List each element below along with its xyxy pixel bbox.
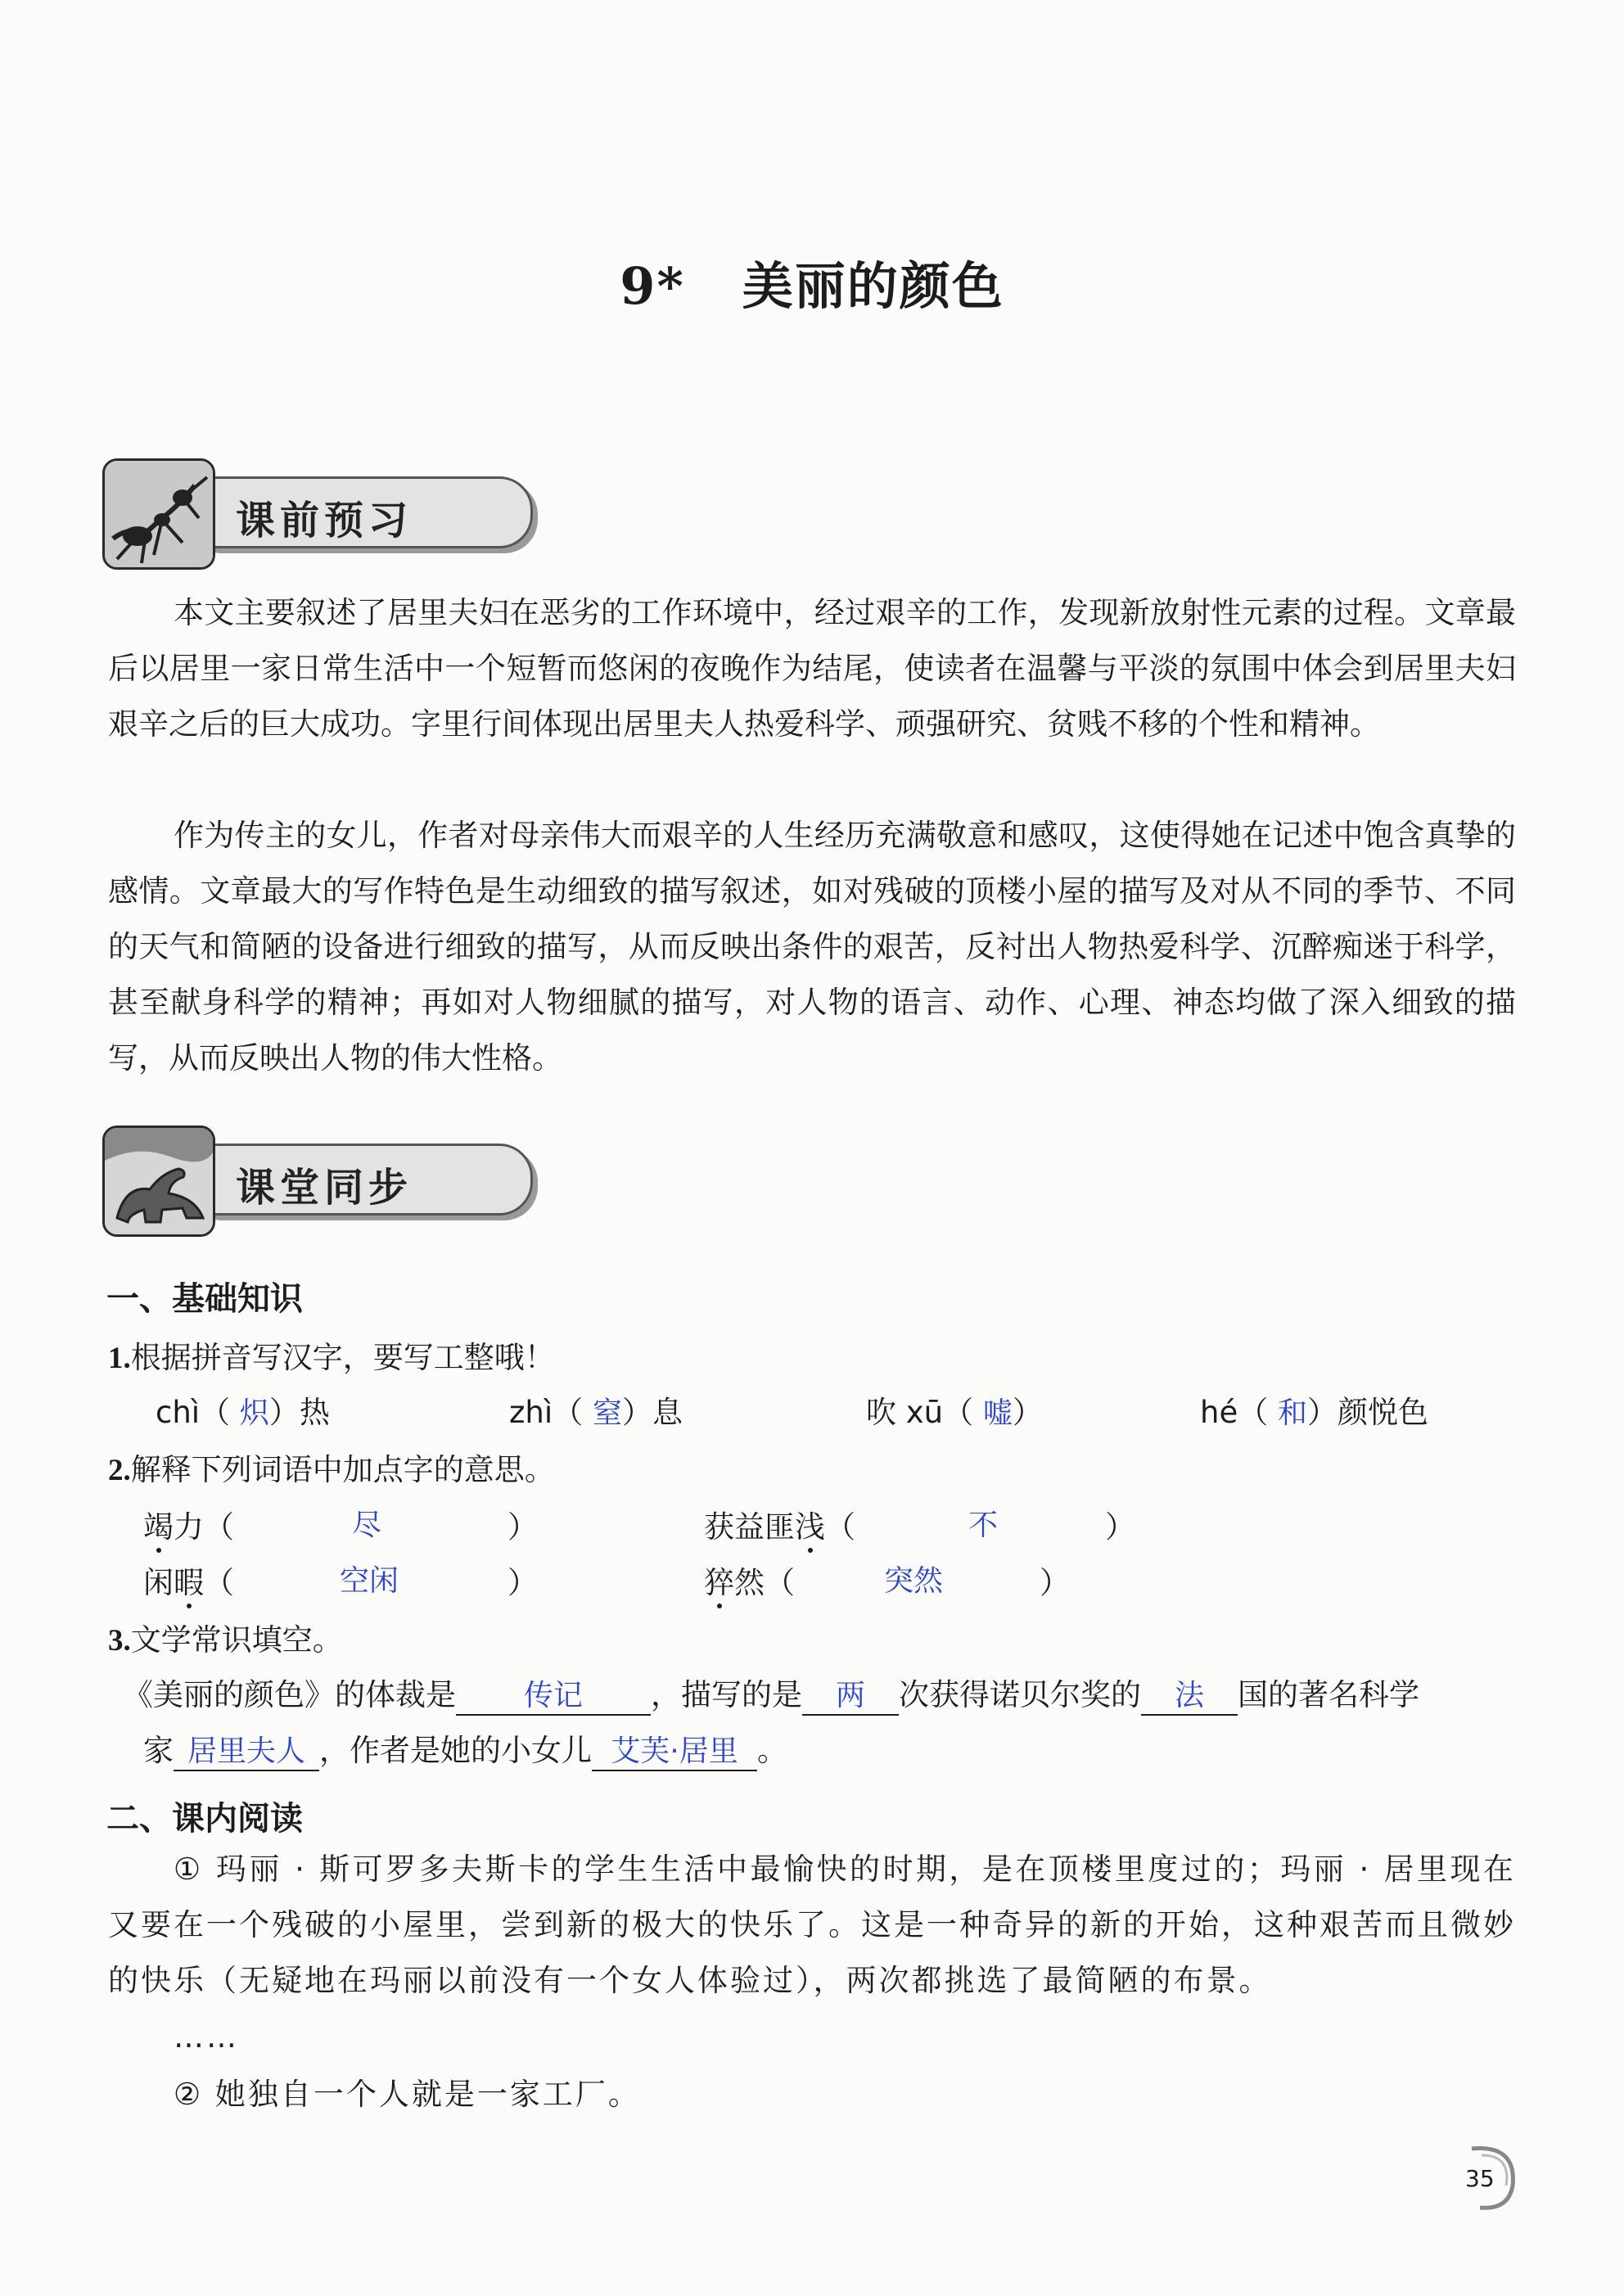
paren-close: ） [1105, 1509, 1135, 1545]
answer-text: 传记 [523, 1679, 583, 1712]
question-1 [108, 1333, 555, 1377]
definition-answer [352, 1502, 381, 1544]
answer-text: 和 [1277, 1396, 1307, 1430]
pinyin-item [156, 1387, 330, 1432]
answer-text: 居里夫人 [187, 1734, 305, 1768]
paren-open: （ [943, 1395, 974, 1430]
pinyin-item [509, 1387, 683, 1432]
word-suffix: 息 [652, 1395, 683, 1430]
fill-text: 次获得诺贝尔奖的 [899, 1677, 1141, 1712]
fill-text: ，作者是她的小女儿 [319, 1733, 592, 1768]
reading-ellipsis: …… [174, 2019, 239, 2055]
pinyin-text: zhì [509, 1395, 553, 1430]
paren-open: （ [825, 1509, 855, 1545]
answer-text: 炽 [239, 1396, 269, 1430]
question-2 [108, 1445, 555, 1489]
sync-badge [102, 1125, 446, 1232]
ant-icon [102, 458, 215, 570]
answer-text: 不 [968, 1509, 999, 1542]
definition-item [143, 1558, 234, 1602]
reading-paragraph-1: ① 玛丽 · 斯可罗多夫斯卡的学生生活中最愉快的时期，是在顶楼里度过的；玛丽 · 居里现在又要在一个残破的小屋里，尝到新的极大的快乐了。这是一种奇异的新的开始，这种艰苦而且微妙的快乐（无疑地在玛丽以前没有一个女人体验过），两次都挑选了最简陋的布景。 [108, 1852, 1516, 1998]
question-2-text: 解释下列词语中加点字的意思。 [130, 1452, 555, 1487]
paren-close: ） [508, 1565, 538, 1600]
definition-answer [968, 1502, 998, 1544]
answer-text: 法 [1174, 1679, 1204, 1712]
fill-text: 。 [757, 1733, 787, 1768]
question-1-text: 根据拼音写汉字，要写工整哦！ [130, 1340, 555, 1375]
lesson-number: 9* [620, 256, 685, 316]
fill-text: ，描写的是 [651, 1677, 802, 1712]
pinyin-text: hé [1200, 1395, 1238, 1430]
paren-open: （ [204, 1565, 234, 1600]
answer-text: 嘘 [982, 1396, 1013, 1430]
paren-open: （ [553, 1395, 584, 1430]
answer-text: 尽 [352, 1509, 382, 1542]
paren-close: ） [268, 1395, 300, 1430]
lesson-name: 美丽的颜色 [742, 256, 1004, 316]
author-blank [592, 1728, 757, 1771]
paren-close: ） [508, 1509, 538, 1545]
answer-text: 突然 [884, 1564, 944, 1598]
definition-answer [884, 1558, 943, 1599]
dotted-char: 浅 [795, 1502, 825, 1546]
sync-badge-label: 课堂同步 [236, 1165, 413, 1211]
question-3-number: 3. [108, 1624, 131, 1658]
fill-line-1 [123, 1670, 1419, 1716]
pinyin-text: 吹 xū [866, 1395, 944, 1430]
pinyin-item [866, 1387, 1043, 1432]
page-number [1447, 2140, 1521, 2214]
preview-badge-pill [184, 476, 533, 548]
dotted-char: 暇 [174, 1558, 204, 1602]
word-rest: 获益匪 [704, 1509, 795, 1545]
pinyin-item [1200, 1387, 1428, 1432]
word-rest: 力 [174, 1509, 204, 1545]
preview-badge-label: 课前预习 [236, 498, 413, 544]
dinosaur-icon [102, 1125, 215, 1237]
dotted-char: 猝 [704, 1558, 734, 1602]
country-blank [1141, 1672, 1238, 1716]
preview-paragraph-1: 本文主要叙述了居里夫妇在恶劣的工作环境中，经过艰辛的工作，发现新放射性元素的过程。文章最后以居里一家日常生活中一个短暂而悠闲的夜晚作为结尾，使读者在温馨与平淡的氛围中体会到居里夫妇艰辛之后的巨大成功。字里行间体现出居里夫人热爱科学、顽强研究、贫贱不移的个性和精神。 [108, 595, 1516, 742]
paren-close: ） [1307, 1395, 1338, 1430]
definition-item [143, 1502, 234, 1546]
fill-text: 家 [143, 1733, 174, 1768]
paren-close: ） [1012, 1395, 1043, 1430]
paren-close: ） [621, 1395, 652, 1430]
answer-text: 两 [835, 1679, 865, 1712]
paren-open: （ [765, 1565, 795, 1600]
definition-item [704, 1558, 795, 1602]
answer-text: 窒 [592, 1396, 622, 1430]
fill-text: 《美丽的颜色》的体裁是 [123, 1677, 456, 1712]
word-rest: 然 [734, 1565, 765, 1600]
definition-item [704, 1502, 855, 1546]
answer-text: 空闲 [340, 1564, 399, 1598]
word-suffix: 热 [299, 1395, 330, 1430]
word-rest: 闲 [143, 1565, 174, 1600]
genre-blank [456, 1672, 651, 1716]
times-blank [802, 1672, 899, 1716]
preview-badge [102, 458, 446, 565]
answer-text: 艾芙·居里 [611, 1734, 738, 1768]
section-basic-heading: 一、基础知识 [106, 1280, 303, 1318]
paren-open: （ [204, 1509, 234, 1545]
preview-paragraph-2: 作为传主的女儿，作者对母亲伟大而艰辛的人生经历充满敬意和感叹，这使得她在记述中饱含真挚的感情。文章最大的写作特色是生动细致的描写叙述，如对残破的顶楼小屋的描写及对从不同的季节、不同的天气和简陋的设备进行细致的描写，从而反映出条件的艰苦，反衬出人物热爱科学、沉醉痴迷于科学，甚至献身科学的精神；再如对人物细腻的描写，对人物的语言、动作、心理、神态均做了深入细致的描写，从而反映出人物的伟大性格。 [108, 818, 1516, 1076]
sync-badge-pill [184, 1143, 533, 1216]
question-3-text: 文学常识填空。 [130, 1622, 343, 1658]
word-suffix: 颜悦色 [1338, 1395, 1428, 1430]
section-reading-heading: 二、课内阅读 [106, 1800, 303, 1838]
dotted-char: 竭 [143, 1502, 174, 1546]
definition-answer [340, 1558, 399, 1599]
paren-open: （ [1238, 1395, 1269, 1430]
pinyin-text: chì [156, 1395, 201, 1430]
page-number-text: 35 [1465, 2165, 1495, 2192]
fill-text: 国的著名科学 [1238, 1677, 1419, 1712]
reading-paragraph-2: ② 她独自一个人就是一家工厂。 [174, 2077, 641, 2112]
paren-open: （ [200, 1395, 231, 1430]
question-1-number: 1. [108, 1342, 131, 1375]
question-2-number: 2. [108, 1454, 131, 1487]
lesson-title [0, 246, 1624, 318]
paren-close: ） [1040, 1565, 1070, 1600]
question-3 [108, 1615, 343, 1659]
person-blank [174, 1728, 319, 1771]
fill-line-2 [143, 1725, 787, 1771]
